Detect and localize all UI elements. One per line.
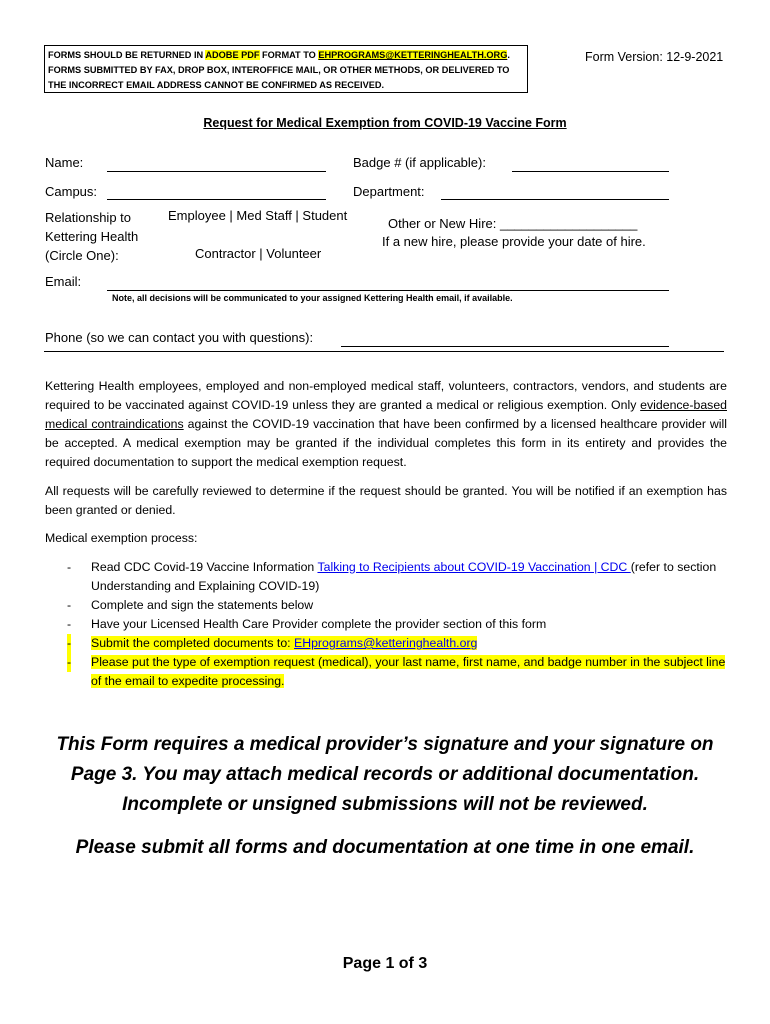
eligibility-paragraph: Kettering Health employees, employed and non-employed medical staff, volunteers, contractors, vendors, and students are required to be vaccinated against COVID-19 unless they are granted a medical or religious exemption. Only evidence-based medical contraindications against the COVID-19 vaccination that have been confirmed by a licensed healthcare provider will be accepted. A medical exemption may be granted if the individual completes this form in its entirety and provides the required documentation to support the medical exemption request. bbox=[45, 379, 727, 469]
step-4: - Submit the completed documents to: EHprograms@ketteringhealth.org bbox=[45, 634, 727, 653]
email-field[interactable] bbox=[107, 290, 669, 291]
return-email-highlight: EHPROGRAMS@KETTERINGHEALTH.ORG bbox=[318, 50, 508, 60]
name-label: Name: bbox=[45, 155, 84, 170]
notice-line-2: FORMS SUBMITTED BY FAX, DROP BOX, INTEROFFICE MAIL, OR OTHER METHODS, OR DELIVERED TO bbox=[48, 65, 510, 75]
process-label: Medical exemption process: bbox=[45, 531, 198, 545]
page-number: Page 1 of 3 bbox=[342, 955, 428, 972]
badge-label: Badge # (if applicable): bbox=[353, 155, 486, 170]
contraindications-underline: evidence-based medical contraindications bbox=[45, 398, 727, 431]
relationship-label: Relationship to Kettering Health (Circle One): bbox=[45, 210, 139, 263]
phone-field[interactable] bbox=[341, 346, 669, 347]
email-label: Email: bbox=[45, 274, 82, 289]
department-field[interactable] bbox=[441, 199, 669, 200]
step-5: - Please put the type of exemption request (medical), your last name, first name, and badge number in the subject line of the email to expedite processing. bbox=[67, 655, 726, 688]
phone-label: Phone (so we can contact you with questions): bbox=[45, 330, 314, 345]
campus-label: Campus: bbox=[45, 184, 98, 199]
department-label: Department: bbox=[353, 184, 425, 199]
step-1: - Read CDC Covid-19 Vaccine Information Talking to Recipients about COVID-19 Vaccination | CDC (refer to section Understanding and Explaining COVID-19) bbox=[67, 560, 717, 593]
cdc-link[interactable]: Talking to Recipients about COVID-19 Vaccination | CDC bbox=[317, 560, 631, 574]
step-2: - Complete and sign the statements below bbox=[67, 598, 314, 612]
campus-field[interactable] bbox=[107, 199, 326, 200]
submission-notice: Please submit all forms and documentation at one time in one email. bbox=[75, 837, 695, 858]
return-notice-box bbox=[44, 45, 528, 93]
new-hire-instruction: If a new hire, please provide your date of hire. bbox=[382, 234, 646, 249]
submit-email-link[interactable]: EHprograms@ketteringhealth.org bbox=[294, 636, 478, 650]
pdf-highlight: ADOBE PDF bbox=[205, 50, 260, 60]
form-version: Form Version: 12-9-2021 bbox=[585, 50, 724, 64]
signature-requirement-notice: This Form requires a medical provider’s signature and your signature on Page 3. You may attach medical records or additional documentation. Incomplete or unsigned submissions will not be reviewed. bbox=[56, 734, 714, 815]
relationship-options-row-1[interactable]: Employee | Med Staff | Student bbox=[168, 208, 348, 223]
name-field[interactable] bbox=[107, 171, 326, 172]
notice-line-1: FORMS SHOULD BE RETURNED IN ADOBE PDF FORMAT TO EHPROGRAMS@KETTERINGHEALTH.ORG. bbox=[48, 50, 510, 60]
email-note: Note, all decisions will be communicated to your assigned Kettering Health email, if available. bbox=[112, 293, 513, 303]
section-divider bbox=[44, 351, 724, 352]
notice-line-3: THE INCORRECT EMAIL ADDRESS CANNOT BE CONFIRMED AS RECEIVED. bbox=[48, 80, 385, 90]
relationship-options-row-2[interactable]: Contractor | Volunteer bbox=[195, 246, 322, 261]
other-new-hire-field[interactable]: Other or New Hire: ___________________ bbox=[388, 216, 638, 231]
step-3: - Have your Licensed Health Care Provider complete the provider section of this form bbox=[67, 617, 547, 631]
process-steps-list bbox=[45, 558, 727, 691]
review-paragraph: All requests will be carefully reviewed to determine if the request should be granted. You will be notified if an exemption has been granted or denied. bbox=[45, 484, 727, 517]
badge-field[interactable] bbox=[512, 171, 669, 172]
form-title: Request for Medical Exemption from COVID-19 Vaccine Form bbox=[203, 116, 567, 130]
